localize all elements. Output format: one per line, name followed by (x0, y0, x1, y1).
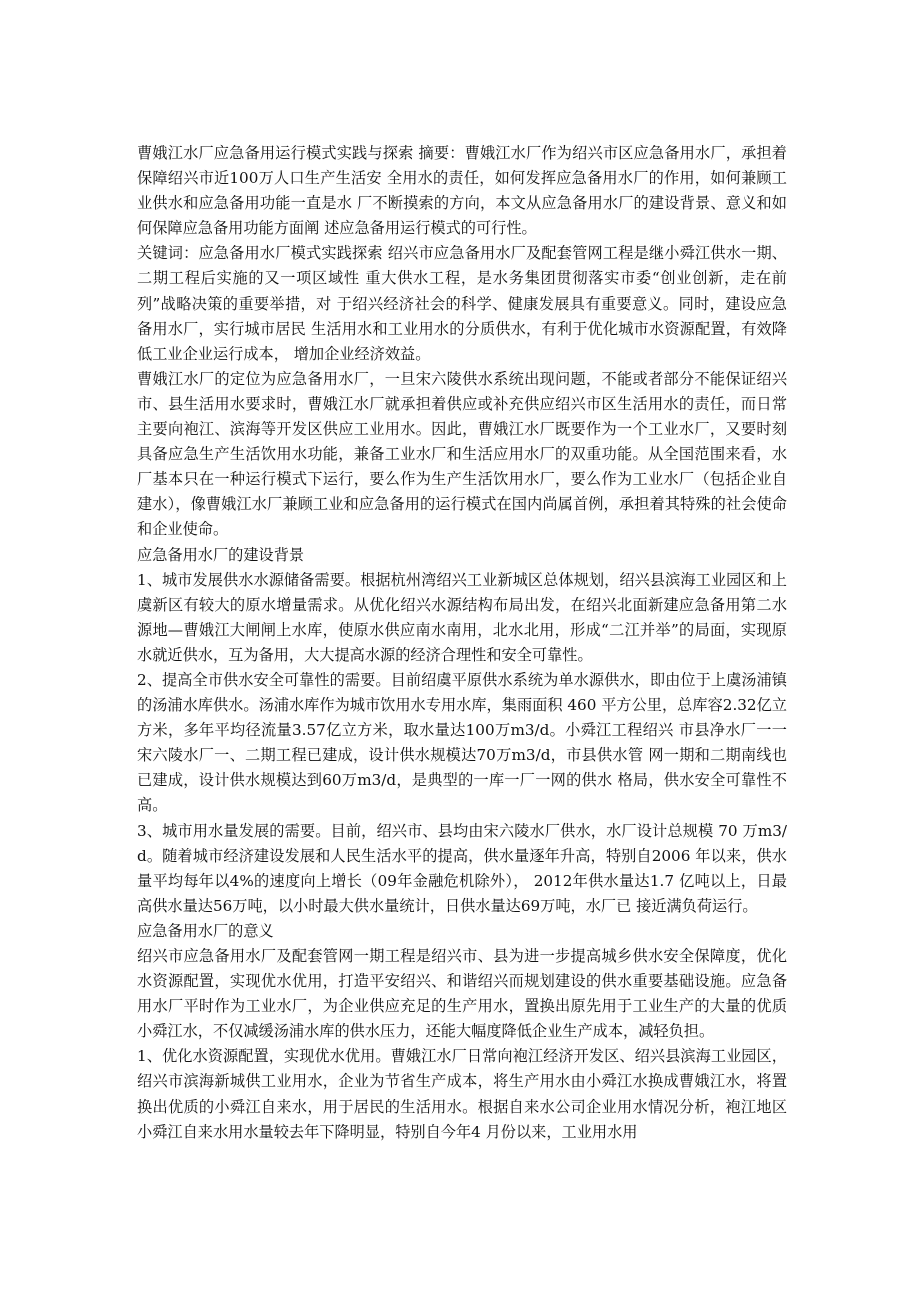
background-item-1: 1、城市发展供水水源储备需要。根据杭州湾绍兴工业新城区总体规划，绍兴县滨海工业园区和上虞新区有较大的原水增量需求。从优化绍兴水源结构布局出发，在绍兴北面新建应急备用第二水源地—曹娥江大闸闸上水库，使原水供应南水南用，北水北用，形成“二江并举”的局面，实现原水就近供水，互为备用，大大提高水源的经济合理性和安全可靠性。 (137, 570, 787, 664)
background-item-3: 3、城市用水量发展的需要。目前，绍兴市、县均由宋六陵水厂供水，水厂设计总规模 70 万m3/d。随着城市经济建设发展和人民生活水平的提高，供水量逐年升高，特别自2006 年以来，供水量平均每年以4%的速度向上增长（09年金融危机除外）， 2012年供水量达1.7 亿吨以上，日最高供水量达56万吨，以小时最大供水量统计，日供水量达69万吨，水厂已 接近满负荷运行。 (137, 821, 787, 915)
title-abstract-paragraph: 曹娥江水厂应急备用运行模式实践与探索 摘要：曹娥江水厂作为绍兴市区应急备用水厂，承担着保障绍兴市近100万人口生产生活安 全用水的责任，如何发挥应急备用水厂的作用，如何兼顾工业供水和应急备用功能一直是水 厂不断摸索的方向，本文从应急备用水厂的建设背景、意义和如何保障应急备用功能方面阐 述应急备用运行模式的可行性。 (137, 144, 787, 238)
document-body (137, 141, 787, 1145)
significance-item-1: 1、优化水资源配置，实现优水优用。曹娥江水厂日常向袍江经济开发区、绍兴县滨海工业园区，绍兴市滨海新城供工业用水，企业为节省生产成本，将生产用水由小舜江水换成曹娥江水，将置换出优质的小舜江自来水，用于居民的生活用水。根据自来水公司企业用水情况分析，袍江地区小舜江自来水用水量较去年下降明显，特别自今年4 月份以来，工业用水用 (137, 1047, 787, 1141)
positioning-paragraph: 曹娥江水厂的定位为应急备用水厂，一旦宋六陵供水系统出现问题，不能或者部分不能保证绍兴市、县生活用水要求时，曹娥江水厂就承担着供应或补充供应绍兴市区生活用水的责任，而日常主要向袍江、滨海等开发区供应工业用水。因此，曹娥江水厂既要作为一个工业水厂，又要时刻具备应急生产生活饮用水功能，兼备工业水厂和生活应用水厂的双重功能。从全国范围来看，水厂基本只在一种运行模式下运行，要么作为生产生活饮用水厂，要么作为工业水厂（包括企业自建水），像曹娥江水厂兼顾工业和应急备用的运行模式在国内尚属首例，承担着其特殊的社会使命和企业使命。 (137, 369, 787, 539)
background-item-2: 2、提高全市供水安全可靠性的需要。目前绍虞平原供水系统为单水源供水，即由位于上虞汤浦镇的汤浦水库供水。汤浦水库作为城市饮用水专用水库，集雨面积 460 平方公里，总库容2.32亿立方米，多年平均径流量3.57亿立方米，取水量达100万m3/d。小舜江工程绍兴 市县净水厂一一宋六陵水厂一、二期工程已建成，设计供水规模达70万m3/d，市县供水管 网一期和二期南线也已建成，设计供水规模达到60万m3/d，是典型的一库一厂一网的供水 格局，供水安全可靠性不高。 (137, 670, 787, 815)
keywords-paragraph: 关键词：应急备用水厂模式实践探索 绍兴市应急备用水厂及配套管网工程是继小舜江供水一期、二期工程后实施的又一项区域性 重大供水工程，是水务集团贯彻落实市委“创业创新，走在前列”战略决策的重要举措，对 于绍兴经济社会的科学、健康发展具有重要意义。同时，建设应急备用水厂，实行城市居民 生活用水和工业用水的分质供水，有利于优化城市水资源配置，有效降低工业企业运行成本， 增加企业经济效益。 (137, 244, 787, 363)
significance-paragraph: 绍兴市应急备用水厂及配套管网一期工程是绍兴市、县为进一步提高城乡供水安全保障度，优化水资源配置，实现优水优用，打造平安绍兴、和谐绍兴而规划建设的供水重要基础设施。应急备用水厂平时作为工业水厂，为企业供应充足的生产用水，置换出原先用于工业生产的大量的优质小舜江水，不仅减缓汤浦水库的供水压力，还能大幅度降低企业生产成本，减轻负担。 (137, 947, 787, 1041)
section-heading-background: 应急备用水厂的建设背景 (137, 545, 305, 564)
section-heading-significance: 应急备用水厂的意义 (137, 921, 274, 940)
